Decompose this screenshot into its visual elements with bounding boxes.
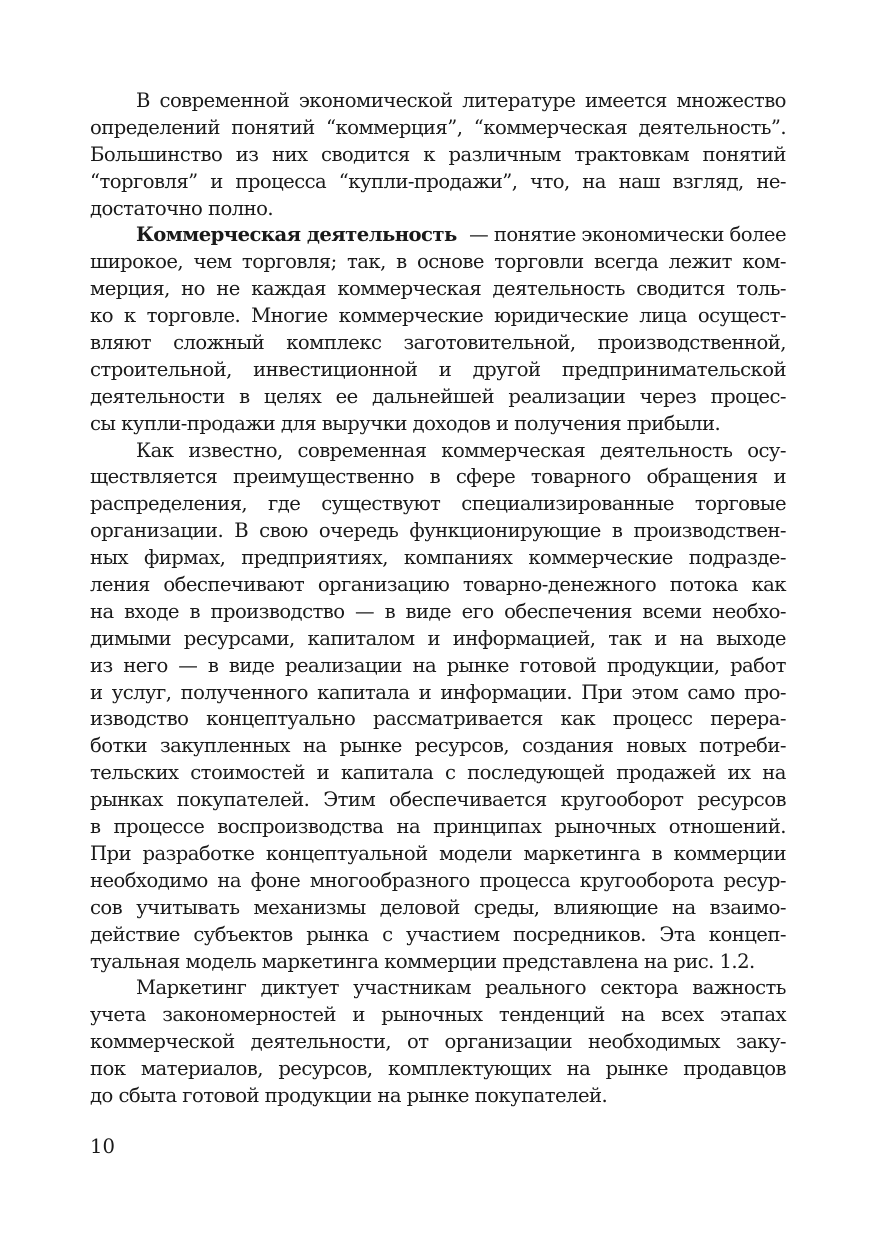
word: —: [178, 653, 198, 677]
word: ее: [335, 384, 358, 408]
word: дальнейшей: [372, 384, 494, 408]
word: из: [235, 142, 259, 166]
word: Эта: [659, 922, 696, 946]
text-line: [90, 1029, 786, 1056]
bold-term: Коммерческая деятельность: [136, 223, 457, 247]
word: торговли: [494, 250, 584, 274]
text-line: [90, 680, 786, 707]
word: покупателей.: [176, 788, 310, 812]
text-line: [90, 895, 786, 922]
word: обращения: [646, 465, 758, 489]
word: на: [671, 895, 696, 919]
text-line: [90, 249, 786, 276]
word: и: [316, 761, 330, 785]
word: входе: [124, 599, 179, 623]
word: рынке: [605, 1057, 668, 1081]
word: и: [418, 680, 432, 704]
text-line: [90, 357, 786, 384]
word: сложный: [173, 331, 265, 355]
word: сводится: [636, 277, 725, 301]
word: Маркетинг: [136, 976, 247, 1000]
word: учета: [90, 1003, 146, 1027]
word: ления: [90, 573, 150, 597]
word: тельских: [90, 761, 179, 785]
word: на: [412, 653, 437, 677]
word: на: [217, 868, 242, 892]
text-line: [90, 276, 786, 303]
word: деятельность: [600, 438, 733, 462]
word: и: [427, 626, 440, 650]
word: экономической: [298, 89, 453, 112]
word: существуют: [321, 492, 441, 516]
text-line: [90, 115, 786, 142]
word: ных: [90, 546, 129, 570]
word: взгляд,: [672, 169, 744, 193]
word: осу-: [747, 438, 786, 462]
word: рассматривается: [373, 707, 543, 731]
text-line: [90, 88, 786, 115]
word: ресурсов,: [278, 1057, 373, 1081]
word: взаимо-: [709, 895, 786, 919]
word: кругооборота: [579, 868, 714, 892]
word: в: [429, 465, 441, 489]
word: коммерческая: [441, 438, 586, 462]
word: ресурсами,: [183, 626, 295, 650]
word: широкое,: [90, 250, 184, 274]
word: инвестиционной: [253, 357, 418, 381]
word: реализации: [508, 384, 626, 408]
word: преимущественно: [232, 465, 414, 489]
word: диктует: [260, 976, 339, 1000]
page-body: [90, 88, 786, 1110]
word: в: [90, 815, 101, 839]
word: из: [90, 653, 113, 677]
word: ресурсов: [697, 788, 786, 812]
word: ко: [90, 304, 113, 328]
text-span: достаточно полно.: [90, 196, 274, 220]
text-line: [90, 760, 786, 787]
word: современная: [297, 438, 427, 462]
word: всеми: [642, 599, 702, 623]
word: ботки: [90, 734, 147, 758]
word: новых: [626, 734, 687, 758]
word: деятельность: [492, 277, 625, 301]
text-line: [90, 464, 786, 491]
word: комплектующих: [387, 1057, 552, 1081]
word: среды,: [473, 895, 540, 919]
word: определений: [90, 115, 220, 139]
word: на: [679, 626, 704, 650]
word: необходимых: [587, 1030, 721, 1054]
word: перера-: [710, 707, 786, 731]
word: продавцов: [683, 1057, 786, 1081]
word: понятий: [231, 115, 315, 139]
word: потока: [669, 573, 738, 597]
word: влияющие: [553, 895, 658, 919]
word: его: [461, 599, 494, 623]
word: потреби-: [699, 734, 786, 758]
word: к: [123, 304, 136, 328]
word: деятельности: [90, 384, 225, 408]
word: механизмы: [253, 895, 366, 919]
word: принципах: [433, 815, 542, 839]
word: на: [582, 169, 606, 193]
word: юридические: [494, 304, 629, 328]
word: вляют: [90, 331, 151, 355]
word: на: [566, 1057, 591, 1081]
word: понятий: [702, 142, 786, 166]
word: процесс: [612, 707, 693, 731]
word: рынках: [90, 788, 163, 812]
word: как: [560, 707, 596, 731]
word: на: [762, 761, 786, 785]
word: их: [727, 761, 751, 785]
word: коммерческие: [528, 546, 673, 570]
text-line: [90, 922, 786, 949]
word: многообразного: [309, 868, 470, 892]
text-line: [90, 330, 786, 357]
word: рынке: [339, 734, 402, 758]
word: но: [181, 277, 205, 301]
word: функционирующие: [409, 519, 601, 543]
word: само: [687, 680, 735, 704]
word: При: [90, 841, 132, 865]
word: толь-: [736, 277, 786, 301]
word: в: [207, 653, 219, 677]
word: Этим: [323, 788, 376, 812]
word: этом: [631, 680, 679, 704]
word: в: [239, 384, 250, 408]
word: очередь: [318, 519, 399, 543]
word: стоимостей: [190, 761, 305, 785]
text-line: [90, 626, 786, 653]
word: ком-: [742, 250, 786, 274]
word: материалов,: [140, 1057, 263, 1081]
word: комплекс: [286, 331, 382, 355]
text-line: [90, 303, 786, 330]
word: всегда: [594, 250, 659, 274]
text-line: [90, 142, 786, 169]
word: готовой: [519, 653, 597, 677]
word: целях: [263, 384, 322, 408]
word: различным: [448, 142, 561, 166]
word: в: [651, 841, 663, 865]
word: известно,: [188, 438, 283, 462]
text-line: [90, 599, 786, 626]
text-line: [90, 706, 786, 733]
word: процесса: [235, 169, 327, 193]
text-line: [90, 572, 786, 599]
word: концептуально: [206, 707, 356, 731]
word: обеспечения: [504, 599, 632, 623]
paragraph: [90, 975, 786, 1109]
word: и: [210, 169, 223, 193]
word: множество: [676, 89, 786, 112]
text-span: — понятие экономически более: [469, 223, 786, 247]
word: закономерностей: [162, 1003, 336, 1027]
word: чем: [193, 250, 232, 274]
word: ресур-: [723, 868, 786, 892]
text-line: [90, 384, 786, 411]
word: коммерции: [673, 841, 786, 865]
word: как: [751, 573, 786, 597]
word: всех: [661, 1003, 704, 1027]
word: рынка: [306, 922, 369, 946]
word: так: [608, 626, 642, 650]
word: полученного: [180, 680, 308, 704]
word: пок: [90, 1057, 126, 1081]
word: рынке: [446, 653, 509, 677]
text-line: [90, 518, 786, 545]
text-line: [90, 438, 786, 465]
word: капитала: [317, 680, 410, 704]
text-line: [90, 814, 786, 841]
word: услуг,: [111, 680, 172, 704]
text-line: [90, 1002, 786, 1029]
word: сектора: [600, 976, 679, 1000]
text-line: [90, 169, 786, 196]
word: компаниях: [403, 546, 513, 570]
word: организации: [444, 1030, 572, 1054]
word: к: [423, 142, 435, 166]
word: организацию: [317, 573, 450, 597]
word: изводство: [90, 707, 189, 731]
word: “коммерческая: [473, 115, 628, 139]
word: на: [396, 815, 421, 839]
word: процессе: [113, 815, 205, 839]
word: сфере: [455, 465, 516, 489]
word: производство: [210, 599, 345, 623]
word: действие: [90, 922, 180, 946]
word: В: [234, 519, 249, 543]
text-line: [90, 787, 786, 814]
word: и: [352, 1003, 365, 1027]
word: рыночных: [554, 815, 656, 839]
word: лица: [639, 304, 687, 328]
word: заготовительной,: [403, 331, 576, 355]
text-line: [90, 868, 786, 895]
word: не: [216, 277, 240, 301]
word: учитывать: [136, 895, 240, 919]
word: субъектов: [193, 922, 293, 946]
word: деловой: [379, 895, 460, 919]
text-line: [90, 545, 786, 572]
word: предпринимательской: [561, 357, 786, 381]
word: про-: [744, 680, 786, 704]
word: В: [136, 89, 150, 112]
word: так,: [347, 250, 386, 274]
word: распределения,: [90, 492, 248, 516]
word: производственной,: [597, 331, 786, 355]
word: выходе: [716, 626, 786, 650]
word: концеп-: [708, 922, 786, 946]
word: рыночных: [381, 1003, 483, 1027]
word: и: [438, 357, 452, 381]
word: с: [444, 761, 456, 785]
word: ресурсов,: [414, 734, 510, 758]
word: кругооборот: [560, 788, 684, 812]
word: деятельности,: [250, 1030, 392, 1054]
text-line: [90, 1056, 786, 1083]
text-line: [90, 733, 786, 760]
word: информации.: [440, 680, 573, 704]
word: —: [355, 599, 375, 623]
word: фирмах,: [143, 546, 226, 570]
text-span: туальная модель маркетинга коммерции представлена на рис. 1.2.: [90, 949, 755, 973]
word: каждая: [251, 277, 326, 301]
word: этапах: [719, 1003, 786, 1027]
word: “торговля”: [90, 169, 198, 193]
word: обеспечивается: [389, 788, 547, 812]
text-span: до сбыта готовой продукции на рынке покупателей.: [90, 1083, 608, 1107]
word: в: [611, 519, 623, 543]
word: При: [581, 680, 623, 704]
word: процес-: [710, 384, 786, 408]
word: “коммерция”,: [326, 115, 463, 139]
word: торговля;: [241, 250, 337, 274]
word: процесса: [479, 868, 571, 892]
word: работ: [730, 653, 786, 677]
text-line: [90, 841, 786, 868]
word: коммерческая: [337, 277, 482, 301]
word: торговле.: [146, 304, 241, 328]
word: наш: [618, 169, 660, 193]
word: обеспечивают: [163, 573, 305, 597]
word: концептуальной: [265, 841, 428, 865]
word: маркетинга: [523, 841, 641, 865]
text-line: [90, 411, 786, 438]
word: через: [639, 384, 697, 408]
word: необхо-: [712, 599, 786, 623]
word: что,: [530, 169, 570, 193]
word: свою: [259, 519, 308, 543]
word: на: [621, 1003, 645, 1027]
word: необходимо: [90, 868, 208, 892]
paragraph: [90, 88, 786, 222]
word: тенденций: [498, 1003, 605, 1027]
word: сов: [90, 895, 123, 919]
word: торговые: [694, 492, 786, 516]
word: участникам: [353, 976, 471, 1000]
word: него: [123, 653, 168, 677]
word: с: [382, 922, 393, 946]
word: имеется: [585, 89, 667, 112]
word: заку-: [735, 1030, 786, 1054]
text-line: [90, 653, 786, 680]
paragraph: [90, 438, 786, 976]
word: предприятиях,: [241, 546, 388, 570]
page-number: 10: [90, 1135, 115, 1158]
text-span: сы купли-продажи для выручки доходов и получения прибыли.: [90, 411, 721, 435]
word: “купли-продажи”,: [338, 169, 518, 193]
text-line: [90, 975, 786, 1002]
word: последующей: [467, 761, 605, 785]
word: основе: [416, 250, 484, 274]
word: и: [654, 626, 667, 650]
text-line: [90, 949, 786, 976]
word: от: [407, 1030, 429, 1054]
word: важность: [692, 976, 786, 1000]
word: современной: [159, 89, 290, 112]
word: воспроизводства: [217, 815, 384, 839]
word: в: [189, 599, 200, 623]
word: деятельность”.: [638, 115, 786, 139]
paragraph: [90, 222, 786, 437]
word: и: [773, 465, 786, 489]
text-line: [90, 1083, 786, 1110]
word: литературе: [462, 89, 576, 112]
word: трактовкам: [574, 142, 690, 166]
word: продажей: [616, 761, 716, 785]
word: реального: [485, 976, 587, 1000]
word: коммерческой: [90, 1030, 235, 1054]
word: реализации: [285, 653, 402, 677]
word: где: [268, 492, 301, 516]
word: ществляется: [90, 465, 218, 489]
word: Большинство: [90, 142, 223, 166]
word: специализированные: [461, 492, 674, 516]
word: сводится: [321, 142, 410, 166]
word: разработке: [142, 841, 255, 865]
word: другой: [472, 357, 541, 381]
text-line: [90, 196, 786, 223]
word: в: [396, 250, 407, 274]
word: мерция,: [90, 277, 170, 301]
word: товарно-денежного: [462, 573, 657, 597]
word: Как: [136, 438, 174, 462]
word: производствен-: [633, 519, 786, 543]
word: коммерческие: [338, 304, 484, 328]
word: виде: [228, 653, 275, 677]
word: на: [302, 734, 327, 758]
word: и: [90, 680, 103, 704]
text-line: [90, 222, 786, 249]
word: в: [384, 599, 396, 623]
word: модели: [439, 841, 512, 865]
word: лежит: [668, 250, 732, 274]
word: посредников.: [513, 922, 646, 946]
word: продукции,: [606, 653, 720, 677]
word: капитала: [340, 761, 434, 785]
word: отношений.: [668, 815, 786, 839]
word: подразде-: [688, 546, 786, 570]
word: виде: [405, 599, 452, 623]
word: капиталом: [307, 626, 415, 650]
word: на: [90, 599, 114, 623]
word: не-: [756, 169, 786, 193]
word: них: [271, 142, 308, 166]
word: информацией,: [452, 626, 596, 650]
word: организации.: [90, 519, 224, 543]
word: осущест-: [697, 304, 786, 328]
word: Многие: [251, 304, 328, 328]
word: димыми: [90, 626, 171, 650]
word: фоне: [250, 868, 301, 892]
word: строительной,: [90, 357, 232, 381]
word: создания: [522, 734, 614, 758]
word: товарного: [530, 465, 631, 489]
word: закупленных: [159, 734, 290, 758]
text-line: [90, 491, 786, 518]
word: участием: [406, 922, 500, 946]
